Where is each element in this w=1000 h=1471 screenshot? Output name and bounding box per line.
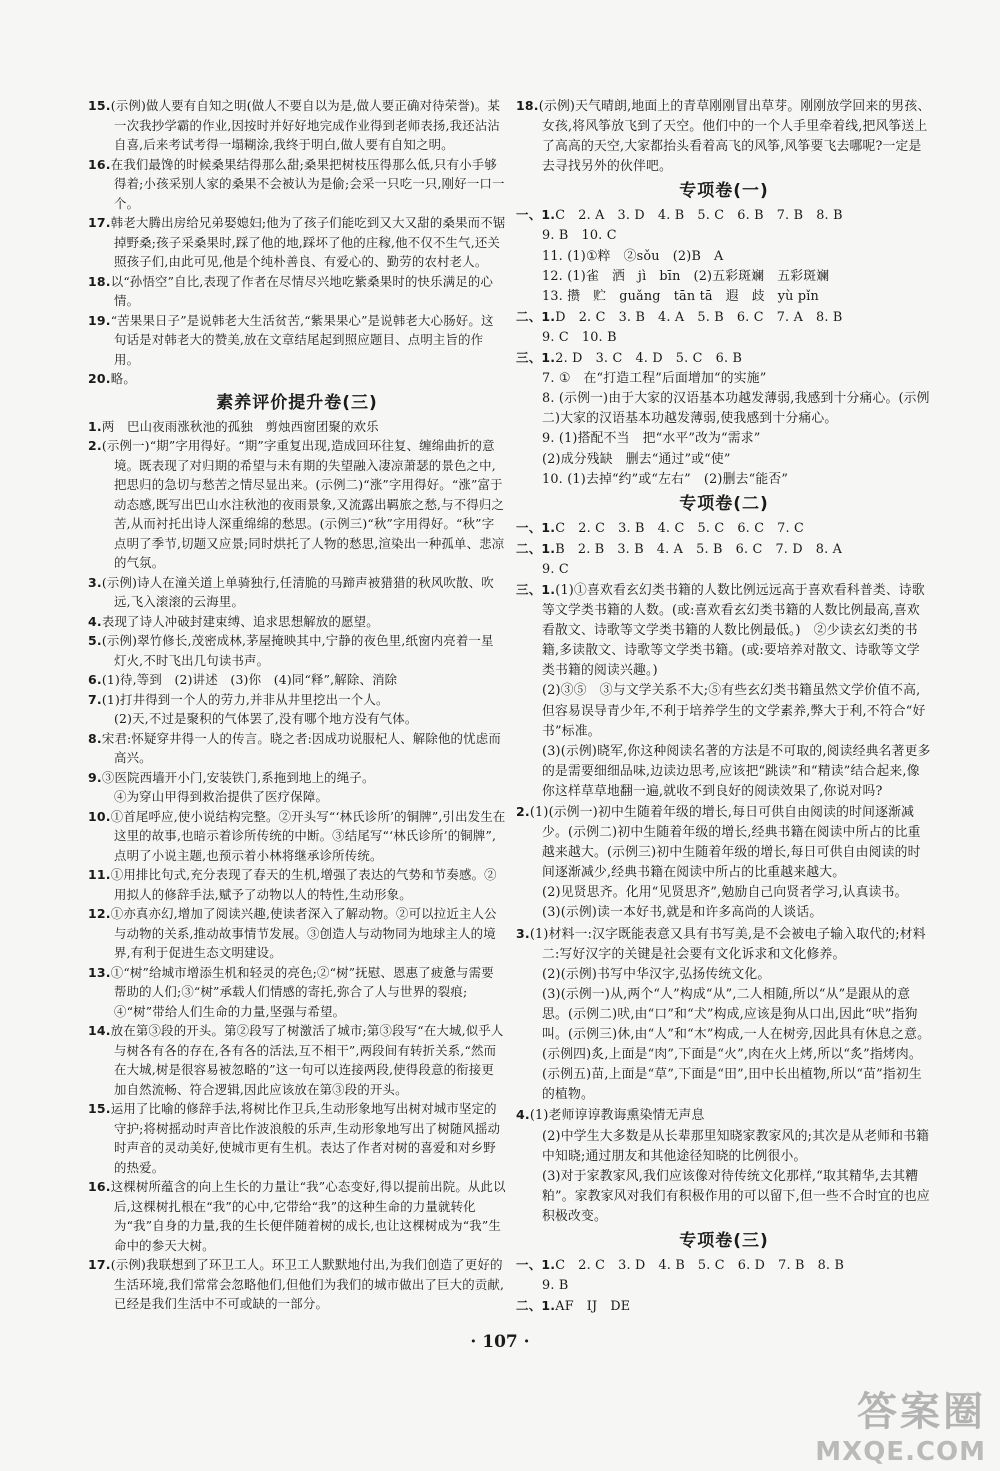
section-heading: 专项卷(三) bbox=[679, 1230, 769, 1251]
answer-item bbox=[516, 518, 932, 539]
answer-text: (1)打井得到一个人的劳力,并非从井里挖出一个人。 (2)天,不过是聚积的气体罢了,没有哪个地方没有气体。 bbox=[101, 691, 418, 726]
answer-number: 18. bbox=[516, 98, 539, 113]
watermark bbox=[815, 1380, 986, 1467]
answer-number: 14. bbox=[88, 1023, 111, 1038]
answer-number: 1. bbox=[88, 418, 102, 434]
answer-number: 5. bbox=[88, 633, 102, 648]
answer-text: 运用了比喻的修辞手法,将树比作卫兵,生动形象地写出树对城市坚定的守护;将树摇动时声音比作波浪般的乐声,生动形象地写出了树随风摇动时声音的灵动美好,使城市更有生机。表达了作者对树的喜爱和对乡野的热爱。 bbox=[110, 1101, 501, 1175]
answer-text: (示例)诗人在潼关道上单骑独行,任清脆的马蹄声被猎猎的秋风吹散、吹远,飞入滚滚的云海里。 bbox=[101, 574, 494, 609]
answer-number: 16. bbox=[88, 156, 111, 172]
answer-text: 宋君:怀疑穿井得一人的传言。晓之者:因成功说服杞人、解除他的忧虑而高兴。 bbox=[101, 730, 501, 765]
answer-number: 2. bbox=[88, 438, 102, 453]
answer-item bbox=[516, 96, 932, 177]
answer-item bbox=[88, 369, 506, 389]
answer-text: (1)老师谆谆教诲熏染情无声息 (2)中学生大多数是从长辈那里知晓家教家风的;其次是从老师和书籍中知晓;通过朋友和其他途径知晓的比例很小。 (3)对于家教家风,我们应该像对待传统文化那样,“取其精华,去其糟粕”。家教家风对我们有积极作用的可以留下,但一些不合时宜的也应积极改变。 bbox=[529, 1108, 930, 1224]
answer-number: 16. bbox=[88, 1179, 111, 1194]
answer-text: ①“树”给城市增添生机和轻灵的亮色;②“树”抚慰、恩惠了疲惫与需要帮助的人们;③“树”承载人们情感的寄托,弥合了人与世界的裂痕;④“树”带给人们生命的力量,坚强与希望。 bbox=[110, 964, 494, 1019]
answer-text: B 2. B 3. B 4. A 5. B 6. C 7. D 8. A 9. C bbox=[542, 541, 843, 577]
answer-item bbox=[516, 1105, 932, 1227]
answer-text: 放在第③段的开头。第②段写了树激活了城市;第③段写“在大城,似乎人与树各有各的存在,各有各的活法,互不相干”,两段间有转折关系,“然而在大城,树是很容易被忽略的”这一句可以连接两段,使得段意的衔接更加自然流畅、符合逻辑,因此应该放在第③段的开头。 bbox=[110, 1023, 504, 1097]
answer-number: 9. bbox=[88, 769, 102, 785]
answer-text: (示例)做人要有自知之明(做人不要自以为是,做人要正确对待荣誉)。某一次我抄学霸的作业,因按时并好好地完成作业得到老师表扬,我还沾沾自喜,后来考试考得一塌糊涂,我终于明白,做人要有自知之明。 bbox=[110, 98, 501, 152]
answer-text: 这棵树所蕴含的向上生长的力量让“我”心态变好,得以提前出院。从此以后,这棵树扎根在“我”的心中,它带给“我”的这种生命的力量就转化为“我”自身的力量,我的生长便伴随着树的成长,也让这棵树成为“我”生命中的参天大树。 bbox=[110, 1179, 506, 1253]
answer-item bbox=[88, 155, 506, 214]
answer-number: 2. bbox=[516, 804, 530, 819]
answer-text: 2. D 3. C 4. D 5. C 6. B 7. ① 在“打造工程”后面增加“的实施” 8. (示例一)由于大家的汉语基本功越发薄弱,我感到十分痛心。(示例二)大家的汉语基本功越发薄弱,使我感到十分痛心。 9. (1)搭配不当 把“水平”改为“需求” (2)成分残缺 删去“通过”或“使” 10. (1)去掉“约”或“左右” (2)删去“能否” bbox=[542, 351, 930, 487]
answer-item bbox=[88, 1021, 506, 1099]
answer-text: ①亦真亦幻,增加了阅读兴趣,使读者深入了解动物。②可以拉近主人公与动物的关系,推动故事情节发展。③创造人与动物同为地球主人的境界,有利于促进生态文明建设。 bbox=[110, 906, 497, 960]
answer-text: (1)(示例一)初中生随着年级的增长,每日可供自由阅读的时间逐渐减少。(示例二)初中生随着年级的增长,经典书籍在阅读中所占的比重越来越大。(示例三)初中生随着年级的增长,每日可供自由阅读的时间逐渐减少,经典书籍在阅读中所占的比重越来越大。 (2)见贤思齐。化用“见贤思齐”,勉励自己向贤者学习,认真读书。 (3)(示例)读一本好书,就是和许多高尚的人谈话。 bbox=[529, 805, 921, 921]
answer-text: 两 巴山夜雨涨秋池的孤独 剪烛西窗团聚的欢乐 bbox=[101, 418, 379, 434]
answer-number: 10. bbox=[88, 808, 111, 824]
answer-number: 15. bbox=[88, 98, 111, 113]
answer-text: (1)材料一:汉字既能表意又具有书写美,是不会被电子输入取代的;材料二:写好汉字的关键是社会要有文化诉求和文化修养。 (2)(示例)书写中华汉字,弘扬传统文化。 (3)(示例一)从,两个“人”构成“从”,二人相随,所以“从”是跟从的意思。(示例二)吠,由“口”和“犬”构成,应该是狗从口出,因此“吠”指狗叫。(示例三)休,由“人”和“木”构成,一人在树旁,因此具有休息之意。(示例四)炙,上面是“肉”,下面是“火”,肉在火上烤,所以“炙”指烤肉。(示例五)苗,上面是“草”,下面是“田”,田中长出植物,所以“苗”指初生的植物。 bbox=[529, 926, 931, 1103]
answer-item bbox=[516, 205, 932, 306]
answer-text: (示例)天气晴朗,地面上的青草刚刚冒出草芽。刚刚放学回来的男孩、女孩,将风筝放飞到了天空。他们中的一个人手里牵着线,把风筝送上了高高的天空,大家都抬头看着高飞的风筝,风筝要飞去哪呢?一定是去寻找另外的伙伴吧。 bbox=[538, 99, 931, 175]
answer-number: 二、1. bbox=[516, 308, 556, 324]
answer-item bbox=[88, 573, 506, 612]
answer-item bbox=[88, 807, 506, 866]
answer-item bbox=[516, 580, 932, 802]
answer-text: AF IJ DE bbox=[555, 1299, 631, 1315]
answer-number: 18. bbox=[88, 273, 111, 289]
answer-text: ①首尾呼应,使小说结构完整。②开头写“‘林氏诊所’的铜牌”,引出发生在这里的故事,也暗示着诊所传统的中断。③结尾写“‘林氏诊所’的铜牌”,点明了小说主题,也预示着小林将继承诊所传统。 bbox=[110, 808, 506, 863]
answer-item bbox=[88, 729, 506, 768]
answer-item bbox=[88, 670, 506, 690]
answer-number: 6. bbox=[88, 672, 102, 687]
answer-number: 一、1. bbox=[516, 519, 556, 535]
section-heading: 素养评价提升卷(三) bbox=[216, 392, 378, 413]
answer-text: (示例)翠竹修长,茂密成林,茅屋掩映其中,宁静的夜色里,纸窗内亮着一星灯火,不时飞出几句读书声。 bbox=[101, 633, 494, 668]
watermark-logo: 答案圈 bbox=[857, 1389, 986, 1435]
answer-number: 19. bbox=[88, 312, 111, 328]
answer-text: (1)待,等到 (2)讲述 (3)你 (4)同“释”,解除、消除 bbox=[101, 672, 398, 687]
right-column bbox=[516, 96, 932, 1317]
answer-item bbox=[516, 1255, 932, 1296]
watermark-url: MXQE.COM bbox=[815, 1437, 986, 1467]
answer-number: 3. bbox=[88, 574, 102, 590]
answer-text: 略。 bbox=[110, 371, 136, 386]
answer-text: (示例)我联想到了环卫工人。环卫工人默默地付出,为我们创造了更好的生活环境,我们常常会忽略他们,但他们为我们的城市做出了巨大的贡献,已经是我们生活中不可或缺的一部分。 bbox=[110, 1257, 505, 1311]
answer-number: 三、1. bbox=[516, 350, 556, 366]
answer-text: 以“孙悟空”自比,表现了作者在尽情尽兴地吃紫桑果时的快乐满足的心情。 bbox=[110, 273, 494, 308]
answer-item bbox=[88, 1255, 506, 1314]
answer-item bbox=[516, 307, 932, 348]
section-heading: 专项卷(一) bbox=[679, 181, 769, 202]
answer-item bbox=[88, 417, 506, 437]
answer-item bbox=[88, 311, 506, 370]
answer-number: 13. bbox=[88, 964, 111, 980]
answer-item bbox=[516, 1296, 932, 1317]
answer-item bbox=[516, 802, 932, 924]
answer-item bbox=[88, 904, 506, 963]
answer-text: 表现了诗人冲破封建束缚、追求思想解放的愿望。 bbox=[101, 613, 379, 629]
answer-item bbox=[88, 963, 506, 1022]
answer-item bbox=[516, 539, 932, 580]
answer-text: (示例一)“期”字用得好。“期”字重复出现,造成回环往复、缠绵曲折的意境。既表现了对归期的希望与未有期的失望融入凄凉萧瑟的景色之中,把思归的急切与愁苦之情尽显出来。(示例二)“涨”字用得好。“涨”富于动态感,既写出巴山水注秋池的夜雨景象,又流露出羁旅之愁,与不得归之苦,从而衬托出诗人深重绵绵的愁思。(示例三)“秋”字用得好。“秋”字点明了季节,切题又应景;同时烘托了人物的愁思,渲染出一种孤单、悲凉的气氛。 bbox=[101, 438, 505, 570]
answer-text: D 2. C 3. B 4. A 5. B 6. C 7. A 8. B 9. C 10. B bbox=[542, 309, 843, 345]
answer-item bbox=[88, 612, 506, 632]
answer-number: 4. bbox=[88, 613, 102, 629]
answer-number: 三、1. bbox=[516, 581, 556, 597]
answer-number: 20. bbox=[88, 371, 111, 386]
section-heading: 专项卷(二) bbox=[679, 493, 769, 514]
answer-item bbox=[88, 865, 506, 904]
answer-text: “苦果果日子”是说韩老大生活贫苦,“紫果果心”是说韩老大心肠好。这句话是对韩老大的赞美,放在文章结尾起到照应题目、点明主旨的作用。 bbox=[110, 312, 494, 367]
answer-number: 3. bbox=[516, 925, 530, 941]
answer-item bbox=[516, 924, 932, 1106]
answer-item bbox=[88, 213, 506, 272]
answer-number: 7. bbox=[88, 691, 102, 707]
answer-item bbox=[88, 96, 506, 155]
answer-number: 一、1. bbox=[516, 1256, 556, 1272]
answer-text: (1)①喜欢看玄幻类书籍的人数比例远远高于喜欢看科普类、诗歌等文学类书籍的人数。(或:喜欢看玄幻类书籍的人数比例最高,喜欢看散文、诗歌等文学类书籍的人数比例最低。) ②少读玄幻类的书籍,多读散文、诗歌等文学类书籍。(或:要培养对散文、诗歌等文学类书籍的阅读兴趣。) (2)③⑤ ③与文学关系不大;⑤有些玄幻类书籍虽然文学价值不高,但容易误导青少年,不利于培养学生的文学素养,弊大于利,不符合“好书”标准。 (3)(示例)晓军,你这种阅读名著的方法是不可取的,阅读经典名著更多的是需要细细品味,边读边思考,应该把“跳读”和“精读”结合起来,像你这样草草地翻一遍,就收不到良好的阅读效果了,你说对吗? bbox=[542, 582, 931, 799]
answer-item bbox=[88, 768, 506, 807]
answer-number: 二、1. bbox=[516, 540, 556, 556]
answer-item bbox=[88, 1099, 506, 1177]
answer-item bbox=[88, 436, 506, 573]
answer-text: 在我们最馋的时候桑果结得那么甜;桑果把树枝压得那么低,只有小手够得着;小孩采别人家的桑果不会被认为是偷;会采一只吃一只,刚好一口一个。 bbox=[110, 156, 505, 211]
answer-number: 17. bbox=[88, 215, 111, 230]
answer-item bbox=[88, 1177, 506, 1255]
left-column bbox=[88, 96, 506, 1314]
answer-text: 韩老大腾出房给兄弟娶媳妇;他为了孩子们能吃到又大又甜的桑果而不锯掉野桑;孩子采桑果时,踩了他的地,踩坏了他的庄稼,他不仅不生气,还关照孩子们,由此可见,他是个纯朴善良、有爱心的、勤劳的农村老人。 bbox=[110, 215, 506, 269]
answer-number: 8. bbox=[88, 730, 102, 746]
answer-number: 一、1. bbox=[516, 207, 556, 223]
answer-text: ①用排比句式,充分表现了春天的生机,增强了表达的气势和节奏感。②用拟人的修辞手法,赋予了动物以人的特性,生动形象。 bbox=[110, 867, 497, 902]
answer-number: 11. bbox=[88, 867, 111, 882]
answer-text: C 2. C 3. B 4. C 5. C 6. C 7. C bbox=[555, 520, 805, 536]
answer-text: ③医院西墙开小门,安装铁门,系拖到地上的绳子。 ④为穿山甲得到救治提供了医疗保障。 bbox=[101, 769, 375, 804]
answer-item bbox=[88, 272, 506, 311]
page-number: · 107 · bbox=[470, 1332, 530, 1352]
answer-item bbox=[88, 690, 506, 729]
answer-text: C 2. C 3. D 4. B 5. C 6. D 7. B 8. B 9. B bbox=[542, 1257, 845, 1294]
answer-number: 17. bbox=[88, 1257, 111, 1272]
answer-number: 12. bbox=[88, 906, 111, 921]
answer-number: 15. bbox=[88, 1101, 111, 1116]
answer-text: C 2. A 3. D 4. B 5. C 6. B 7. B 8. B 9. B 10. C 11. (1)①粹 ②sǒu (2)B A 12. (1)雀 洒 jì bīn (2)五彩斑斓 五彩斑斓 13. 攒 贮 guǎng tān tā 遐 歧 yù pǐn bbox=[542, 208, 843, 304]
answer-item bbox=[88, 631, 506, 670]
answer-item bbox=[516, 348, 932, 490]
answer-number: 二、1. bbox=[516, 1298, 556, 1314]
answer-number: 4. bbox=[516, 1107, 530, 1123]
